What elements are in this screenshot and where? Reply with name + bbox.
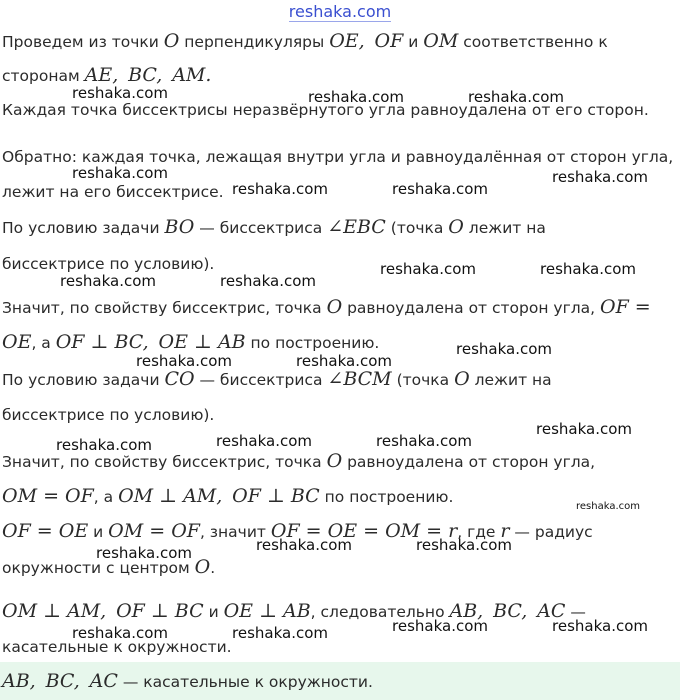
answer-box <box>0 662 680 700</box>
watermark: reshaka.com <box>392 617 488 635</box>
math: O <box>326 296 343 318</box>
text: по построению. <box>245 334 380 352</box>
text: равноудалена от сторон угла, <box>342 453 596 471</box>
text-line-2 <box>2 64 211 86</box>
site-link[interactable]: reshaka.com <box>288 2 392 21</box>
text: — касательные к окружности. <box>117 673 373 691</box>
text: , а <box>93 488 119 506</box>
math: AC <box>537 600 566 622</box>
watermark: reshaka.com <box>468 88 564 106</box>
math-operator: = <box>299 520 328 542</box>
text-line-16 <box>2 600 586 622</box>
math: AB, <box>449 600 484 622</box>
text: соответственно к <box>458 33 608 51</box>
math: BC, <box>493 600 528 622</box>
math: AB, <box>2 670 36 692</box>
text-line-10 <box>2 368 552 390</box>
math: BC, <box>114 331 149 353</box>
text: лежит на <box>469 371 552 389</box>
math: OE <box>58 520 89 542</box>
text: — биссектриса <box>194 219 328 237</box>
watermark: reshaka.com <box>552 617 648 635</box>
text: и <box>88 523 109 541</box>
text: и <box>403 33 424 51</box>
text: лежит на его биссектрисе. <box>2 183 224 201</box>
watermark: reshaka.com <box>256 536 352 554</box>
math: BC <box>290 485 320 507</box>
text: касательные к окружности. <box>2 638 232 656</box>
math: OF <box>374 30 404 52</box>
math-operator: ⊥ <box>37 600 67 622</box>
math: BC <box>174 600 204 622</box>
text-line-9 <box>2 331 379 353</box>
watermark: reshaka.com <box>136 352 232 370</box>
math: OF <box>116 600 145 622</box>
watermark: reshaka.com <box>552 168 648 186</box>
text: , значит <box>199 523 271 541</box>
math: OE <box>223 600 254 622</box>
math: OM <box>2 485 38 507</box>
math: OE, <box>329 30 365 52</box>
watermark: reshaka.com <box>216 432 312 450</box>
math: AB <box>217 331 246 353</box>
watermark: reshaka.com <box>72 164 168 182</box>
angle-symbol: ∠ <box>327 368 344 390</box>
math: r <box>448 520 458 542</box>
answer-line <box>2 670 373 692</box>
site-header[interactable] <box>0 2 680 21</box>
text: (точка <box>391 371 455 389</box>
math: OM <box>118 485 154 507</box>
math: r <box>500 520 510 542</box>
math: OF <box>171 520 200 542</box>
watermark: reshaka.com <box>376 432 472 450</box>
math-operator: = <box>30 520 59 542</box>
text: окружности с центром <box>2 559 195 577</box>
math: AM, <box>66 600 107 622</box>
text: По условию задачи <box>2 371 165 389</box>
watermark: reshaka.com <box>96 544 192 562</box>
math: AM. <box>172 64 212 86</box>
text-line-8 <box>2 296 651 318</box>
text: сторонам <box>2 67 85 85</box>
text: Проведем из точки <box>2 33 164 51</box>
watermark: reshaka.com <box>220 272 316 290</box>
watermark: reshaka.com <box>576 501 640 512</box>
watermark: reshaka.com <box>380 260 476 278</box>
math-operator: ⊥ <box>84 331 115 353</box>
math: OM <box>2 600 38 622</box>
text: Значит, по свойству биссектрис, точка <box>2 299 327 317</box>
math: CO <box>164 368 195 390</box>
text: (точка <box>385 219 449 237</box>
watermark: reshaka.com <box>232 624 328 642</box>
watermark: reshaka.com <box>72 84 168 102</box>
angle-symbol: ∠ <box>327 216 344 238</box>
text-line-13 <box>2 485 453 507</box>
math: OF <box>65 485 94 507</box>
text-line-1 <box>2 30 608 52</box>
math: OF <box>55 331 85 353</box>
math: BC, <box>128 64 163 86</box>
text-line-5 <box>2 183 224 201</box>
math: AE, <box>84 64 119 86</box>
text: — биссектриса <box>194 371 328 389</box>
math: OF <box>600 296 629 318</box>
watermark: reshaka.com <box>56 436 152 454</box>
math: OF <box>2 520 31 542</box>
text-line-6 <box>2 216 546 238</box>
math-operator: = <box>357 520 386 542</box>
text: равноудалена от сторон угла, <box>342 299 600 317</box>
math-operator: = <box>420 520 449 542</box>
watermark: reshaka.com <box>456 340 552 358</box>
watermark: reshaka.com <box>60 272 156 290</box>
text: . <box>210 559 216 577</box>
text: Значит, по свойству биссектрис, точка <box>2 453 327 471</box>
math-operator: ⊥ <box>260 485 291 507</box>
math: BCM <box>343 368 392 390</box>
math-operator: = <box>37 485 66 507</box>
math: OE <box>2 331 32 353</box>
text: Каждая точка биссектрисы неразвёрнутого угла равноудалена от его сторон. <box>2 101 649 119</box>
text: , а <box>31 334 56 352</box>
text: биссектрисе по условию). <box>2 255 215 273</box>
math: OE <box>327 520 358 542</box>
math-operator: = <box>628 296 651 318</box>
math: AM, <box>183 485 223 507</box>
text: лежит на <box>463 219 546 237</box>
text: , следовательно <box>310 603 450 621</box>
watermark: reshaka.com <box>536 420 632 438</box>
text: перпендикуляры <box>179 33 330 51</box>
watermark: reshaka.com <box>416 536 512 554</box>
math: OE <box>158 331 188 353</box>
math-operator: ⊥ <box>253 600 283 622</box>
text-line-7 <box>2 255 214 273</box>
math: O <box>454 368 470 390</box>
math: O <box>448 216 464 238</box>
math: O <box>194 556 211 578</box>
math: OM <box>108 520 144 542</box>
watermark: reshaka.com <box>540 260 636 278</box>
math: AB <box>282 600 311 622</box>
math: OM <box>423 30 459 52</box>
watermark: reshaka.com <box>308 88 404 106</box>
math: BC, <box>45 670 80 692</box>
text: и <box>203 603 224 621</box>
math-operator: ⊥ <box>153 485 184 507</box>
math: O <box>163 30 180 52</box>
text: биссектрисе по условию). <box>2 406 215 424</box>
watermark: reshaka.com <box>232 180 328 198</box>
text: — <box>565 603 586 621</box>
math-operator: ⊥ <box>144 600 175 622</box>
text: Обратно: каждая точка, лежащая внутри угла и равноудалённая от сторон угла, <box>2 148 674 166</box>
math: AC <box>89 670 118 692</box>
math: EBC <box>343 216 386 238</box>
watermark: reshaka.com <box>392 180 488 198</box>
math: OF <box>232 485 261 507</box>
math: OM <box>385 520 421 542</box>
text: По условию задачи <box>2 219 165 237</box>
text: , где <box>457 523 501 541</box>
watermark: reshaka.com <box>296 352 392 370</box>
math-operator: ⊥ <box>187 331 218 353</box>
text-line-11 <box>2 406 214 424</box>
math: OF <box>270 520 300 542</box>
watermark: reshaka.com <box>72 624 168 642</box>
math-operator: = <box>143 520 172 542</box>
math: O <box>326 450 343 472</box>
text: — радиус <box>509 523 593 541</box>
text: по построению. <box>319 488 454 506</box>
math: BO <box>164 216 195 238</box>
